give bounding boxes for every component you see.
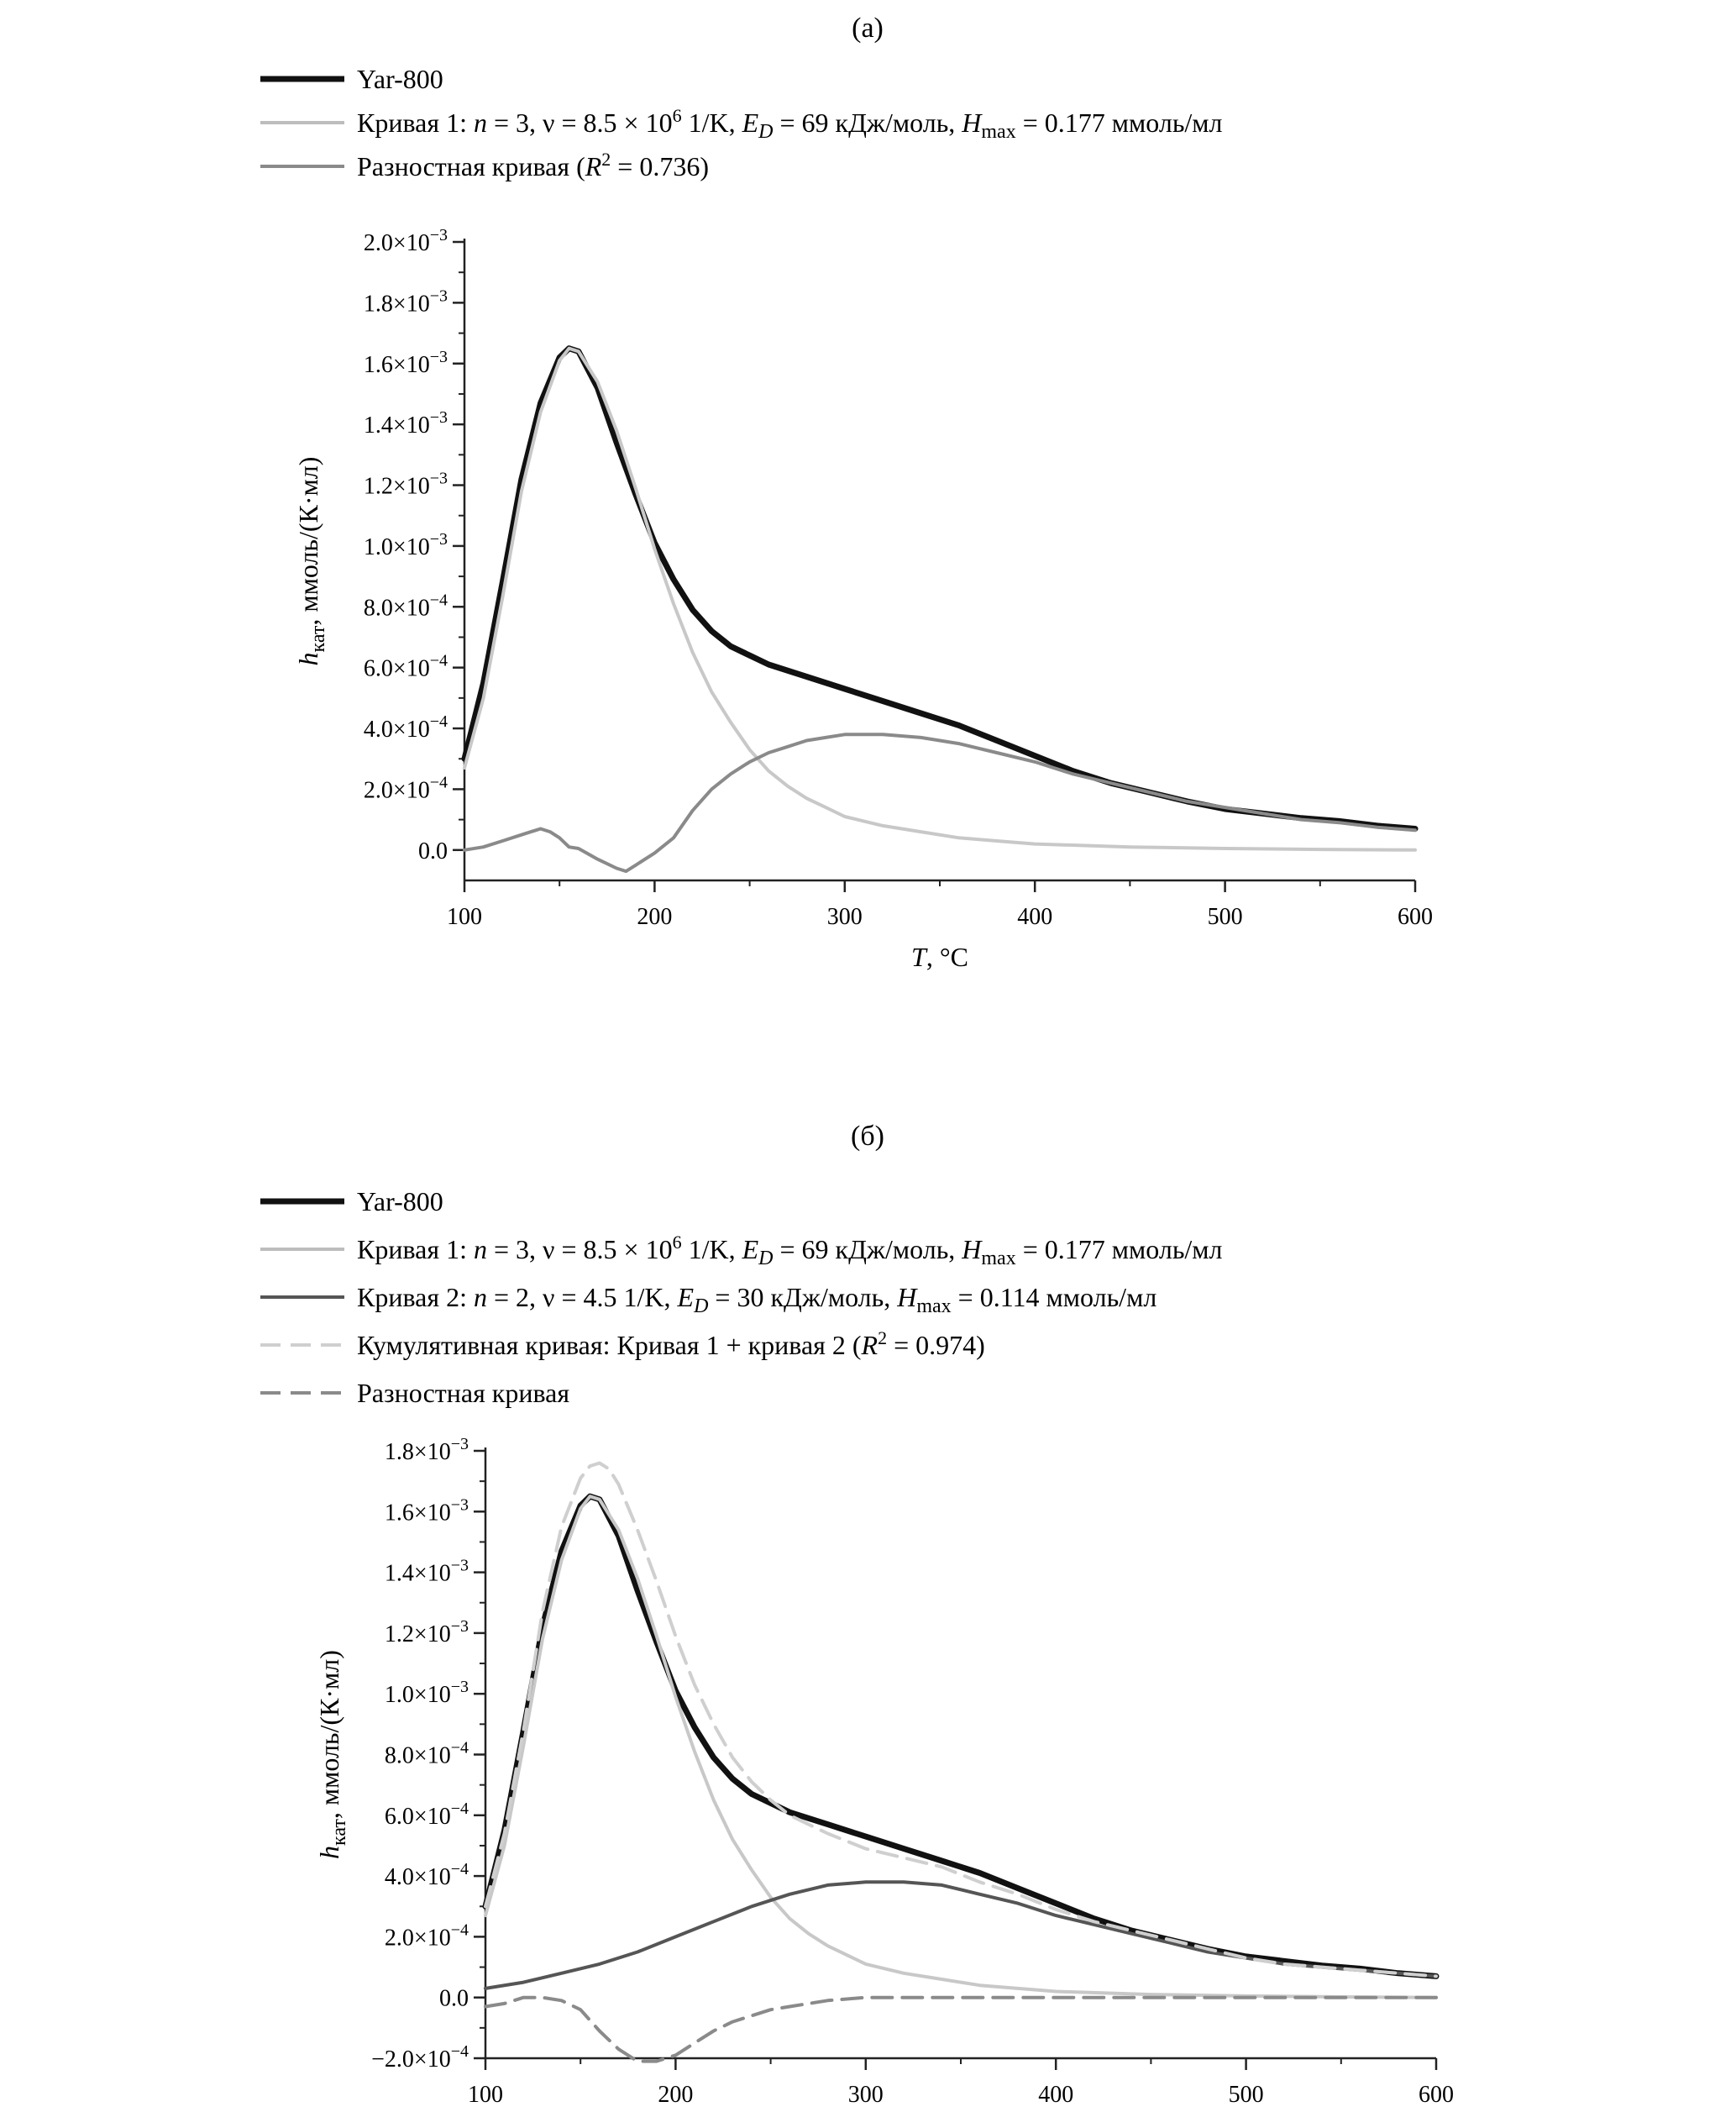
legend-text-run: Кривая 1: — [357, 108, 474, 138]
legend-text-run: = 0.177 ммоль/мл — [1015, 1234, 1223, 1264]
y-tick-exponent: −3 — [429, 347, 448, 366]
series-line-4 — [485, 1463, 1436, 1977]
legend-text-run: Yar-800 — [357, 1186, 443, 1216]
legend-var-h: H — [962, 1234, 982, 1264]
legend-var-r: R — [585, 151, 602, 181]
y-tick-label — [385, 1617, 469, 1647]
legend-text-run: = 0.974) — [887, 1330, 985, 1360]
legend-entry — [357, 1232, 1223, 1269]
legend-text-run: = 0.177 ммоль/мл — [1015, 108, 1223, 138]
x-tick-label: 300 — [826, 904, 863, 930]
y-tick-exponent: −3 — [450, 1495, 469, 1515]
series-line-5 — [485, 1998, 1436, 2062]
series-line-3 — [485, 1882, 1436, 1989]
legend-text-run: = — [486, 1234, 517, 1264]
y-tick-mantissa: 1.2×10 — [384, 1621, 451, 1647]
y-tick-mantissa: 0.0 — [439, 1985, 469, 2012]
y-tick-exponent: −4 — [450, 1738, 469, 1757]
y-axis-var: h — [314, 1845, 344, 1859]
legend-entry — [357, 1378, 569, 1408]
y-tick-exponent: −4 — [429, 712, 448, 732]
x-tick-label: 200 — [658, 2082, 694, 2108]
y-tick-mantissa: 1.8×10 — [363, 291, 430, 318]
x-tick-label: 400 — [1017, 904, 1053, 930]
x-tick-label: 500 — [1228, 2082, 1264, 2108]
legend-text-run: Разностная кривая — [357, 1378, 570, 1408]
y-tick-mantissa: 1.4×10 — [363, 412, 430, 439]
y-tick-label — [385, 1557, 469, 1587]
y-tick-mantissa: 2.0×10 — [363, 230, 430, 256]
legend-entry — [357, 1282, 1156, 1317]
x-axis-var: T — [911, 942, 926, 972]
legend-var-r: R — [861, 1330, 878, 1360]
legend-text-run: 3, ν = 8.5 × — [516, 108, 646, 138]
x-tick-label: 300 — [847, 2082, 884, 2108]
legend-text-run: 1/K, — [681, 108, 742, 138]
legend-sub-max: max — [916, 1295, 952, 1317]
legend-text-run: Yar-800 — [357, 64, 443, 94]
y-axis-var: h — [293, 652, 323, 666]
x-axis-unit: , °C — [926, 942, 968, 972]
y-tick-mantissa: 4.0×10 — [384, 1864, 451, 1891]
y-tick-label — [364, 652, 448, 682]
y-tick-label — [439, 1986, 469, 2012]
legend-text-run: Кривая 1: — [357, 1234, 474, 1264]
legend-sub-d: D — [694, 1295, 709, 1317]
y-tick-label — [364, 226, 448, 256]
y-tick-exponent: −4 — [450, 2042, 469, 2061]
series-line-1 — [464, 349, 1415, 829]
series-line-1 — [485, 1496, 1436, 1976]
legend-text-run: 10 — [645, 108, 673, 138]
y-tick-mantissa: 2.0×10 — [384, 1925, 451, 1952]
y-tick-exponent: −3 — [429, 529, 448, 549]
y-tick-label — [385, 1495, 469, 1526]
y-tick-label — [385, 1435, 469, 1465]
legend-text-run: = — [486, 1282, 517, 1312]
legend-text-run: 1/K, — [681, 1234, 742, 1264]
y-tick-exponent: −3 — [429, 408, 448, 428]
legend-var-h: H — [897, 1282, 917, 1312]
legend-var-e: E — [677, 1282, 695, 1312]
y-tick-mantissa: 8.0×10 — [363, 595, 430, 622]
legend-var-h: H — [962, 108, 982, 138]
chart-panel-2 — [260, 1121, 1454, 2112]
legend-var-e: E — [742, 1234, 759, 1264]
legend-var-n: n — [473, 1234, 487, 1264]
y-tick-label — [364, 286, 448, 317]
legend-sup-6: 6 — [672, 1232, 682, 1253]
y-tick-exponent: −3 — [429, 286, 448, 306]
panel-label: (б) — [851, 1121, 884, 1152]
y-tick-exponent: −4 — [429, 591, 448, 610]
x-tick-label: 600 — [1419, 2082, 1454, 2108]
y-tick-exponent: −3 — [429, 469, 448, 488]
legend-text-run: Разностная кривая ( — [357, 151, 585, 181]
legend-text-run: = 69 кДж/моль, — [773, 1234, 962, 1264]
y-tick-label — [418, 838, 448, 864]
y-tick-label — [364, 591, 448, 621]
y-tick-mantissa: 1.0×10 — [384, 1682, 451, 1709]
y-tick-exponent: −4 — [450, 1799, 469, 1818]
x-tick-label: 100 — [468, 2082, 503, 2108]
legend-entry — [357, 149, 709, 181]
chart-panel-1 — [260, 13, 1433, 972]
y-axis-unit: , ммоль/(К·мл) — [314, 1650, 344, 1820]
x-tick-label: 100 — [447, 904, 482, 930]
legend-var-n: n — [473, 108, 487, 138]
legend-entry — [357, 1186, 443, 1216]
y-tick-label — [364, 530, 448, 560]
legend-sub-max: max — [981, 121, 1016, 143]
y-tick-mantissa: 1.2×10 — [363, 473, 430, 500]
legend-sub-d: D — [758, 121, 774, 143]
legend-sub-max: max — [981, 1248, 1016, 1269]
y-tick-label — [364, 712, 448, 743]
y-tick-mantissa: 1.4×10 — [384, 1560, 451, 1587]
y-axis-sub: кат — [307, 625, 329, 653]
legend-text-run: = — [486, 108, 517, 138]
y-tick-mantissa: 1.6×10 — [384, 1500, 451, 1526]
legend-entry — [357, 64, 443, 94]
y-tick-mantissa: 1.8×10 — [384, 1439, 451, 1465]
y-tick-label — [371, 2042, 469, 2073]
y-tick-mantissa: 2.0×10 — [363, 777, 430, 804]
y-tick-mantissa: 6.0×10 — [363, 655, 430, 682]
legend-text-run: = 69 кДж/моль, — [773, 108, 962, 138]
legend-var-e: E — [742, 108, 759, 138]
y-tick-label — [385, 1678, 469, 1708]
y-tick-exponent: −4 — [450, 1860, 469, 1879]
y-tick-exponent: −3 — [450, 1678, 469, 1697]
y-tick-label — [364, 408, 448, 439]
y-tick-mantissa: 1.0×10 — [363, 533, 430, 560]
x-axis-label — [911, 942, 968, 972]
legend-entry — [357, 1327, 985, 1360]
y-axis-label — [314, 1650, 350, 1859]
y-tick-label — [385, 1799, 469, 1830]
series-line-3 — [464, 734, 1415, 871]
y-tick-mantissa: 6.0×10 — [384, 1803, 451, 1830]
legend-text-run: = 0.736) — [611, 151, 709, 181]
x-tick-label: 500 — [1207, 904, 1243, 930]
y-tick-exponent: −3 — [450, 1616, 469, 1636]
y-tick-exponent: −4 — [450, 1920, 469, 1940]
y-axis-sub: кат — [328, 1819, 350, 1846]
legend-text-run: Кумулятивная кривая: Кривая 1 + кривая 2 ( — [357, 1330, 862, 1360]
legend-text-run: Кривая 2: — [357, 1282, 474, 1312]
y-tick-label — [385, 1860, 469, 1890]
y-tick-mantissa: 8.0×10 — [384, 1742, 451, 1769]
y-tick-exponent: −3 — [450, 1556, 469, 1575]
legend-text-run: 10 — [645, 1234, 673, 1264]
y-tick-mantissa: −2.0×10 — [371, 2046, 451, 2073]
legend-sup-6: 6 — [672, 105, 682, 126]
legend-text-run: 2, ν = 4.5 1/K, — [516, 1282, 678, 1312]
y-tick-label — [385, 1920, 469, 1951]
legend-sub-d: D — [758, 1248, 774, 1269]
y-tick-exponent: −3 — [450, 1435, 469, 1453]
x-tick-label: 200 — [637, 904, 673, 930]
legend-sup-2: 2 — [601, 149, 611, 170]
legend-var-n: n — [473, 1282, 487, 1312]
x-tick-label: 600 — [1398, 904, 1433, 930]
y-tick-label — [364, 773, 448, 803]
legend-text-run: = 0.114 ммоль/мл — [951, 1282, 1157, 1312]
y-tick-exponent: −4 — [429, 773, 448, 792]
y-tick-mantissa: 0.0 — [418, 838, 448, 864]
y-tick-mantissa: 1.6×10 — [363, 351, 430, 378]
y-tick-label — [364, 470, 448, 500]
y-axis-unit: , ммоль/(К·мл) — [293, 456, 323, 626]
panel-label: (а) — [852, 13, 884, 44]
y-tick-mantissa: 4.0×10 — [363, 717, 430, 743]
y-tick-label — [364, 348, 448, 378]
x-tick-label: 400 — [1038, 2082, 1074, 2108]
y-tick-label — [385, 1739, 469, 1769]
y-axis-label — [293, 457, 329, 666]
legend-sup-2: 2 — [878, 1327, 888, 1348]
legend-text-run: 3, ν = 8.5 × — [516, 1234, 646, 1264]
legend-text-run: = 30 кДж/моль, — [708, 1282, 898, 1312]
y-tick-exponent: −3 — [429, 226, 448, 244]
legend-entry — [357, 105, 1223, 143]
y-tick-exponent: −4 — [429, 651, 448, 670]
